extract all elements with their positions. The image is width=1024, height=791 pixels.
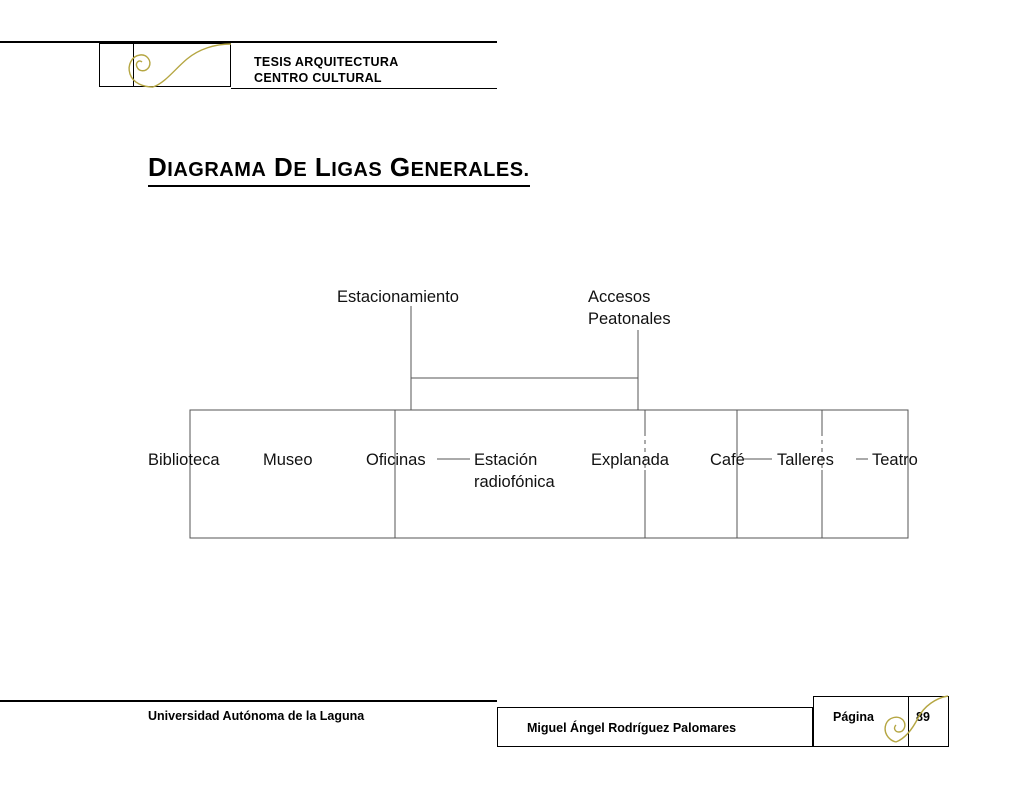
node-talleres-label: Talleres	[777, 451, 834, 469]
node-teatro-label: Teatro	[872, 451, 918, 469]
header-title-line2: CENTRO CULTURAL	[254, 71, 382, 85]
node-museo	[263, 449, 313, 471]
node-oficinas	[366, 449, 426, 471]
node-oficinas-label: Oficinas	[366, 451, 426, 469]
golden-spiral-icon	[880, 694, 950, 750]
node-cafe-label: Café	[710, 451, 745, 469]
node-explanada-label: Explanada	[591, 451, 669, 469]
node-accesos-label: Accesos	[588, 288, 651, 306]
node-peatonales-label: Peatonales	[588, 310, 671, 328]
footer-university: Universidad Autónoma de la Laguna	[148, 709, 365, 723]
footer-page-number: 89	[916, 710, 930, 724]
footer-rule	[0, 700, 497, 702]
golden-spiral-icon	[103, 43, 233, 89]
node-biblioteca	[148, 449, 220, 471]
node-museo-label: Museo	[263, 451, 313, 469]
footer-page-label: Página	[833, 710, 874, 724]
node-radiofonica-label: radiofónica	[474, 473, 555, 491]
page-title-word-1: DIAGRAMA DE LIGAS GENERALES.	[148, 152, 530, 182]
node-teatro	[872, 449, 918, 471]
node-explanada	[591, 449, 669, 471]
header-bottom-rule	[231, 88, 497, 89]
header-top-rule	[0, 41, 497, 43]
node-estacion-label: Estación	[474, 451, 538, 469]
footer-author: Miguel Ángel Rodríguez Palomares	[527, 721, 737, 735]
node-talleres	[777, 449, 834, 471]
node-estacion-radiofonica	[474, 449, 555, 493]
node-biblioteca-label: Biblioteca	[148, 451, 220, 469]
node-cafe	[710, 449, 745, 471]
node-accesos-peatonales	[588, 286, 671, 330]
header-title	[254, 54, 399, 86]
header-title-line1: TESIS ARQUITECTURA	[254, 55, 399, 69]
page-title	[148, 152, 530, 187]
node-estacionamiento	[337, 286, 459, 308]
node-estacionamiento-label: Estacionamiento	[337, 288, 459, 306]
